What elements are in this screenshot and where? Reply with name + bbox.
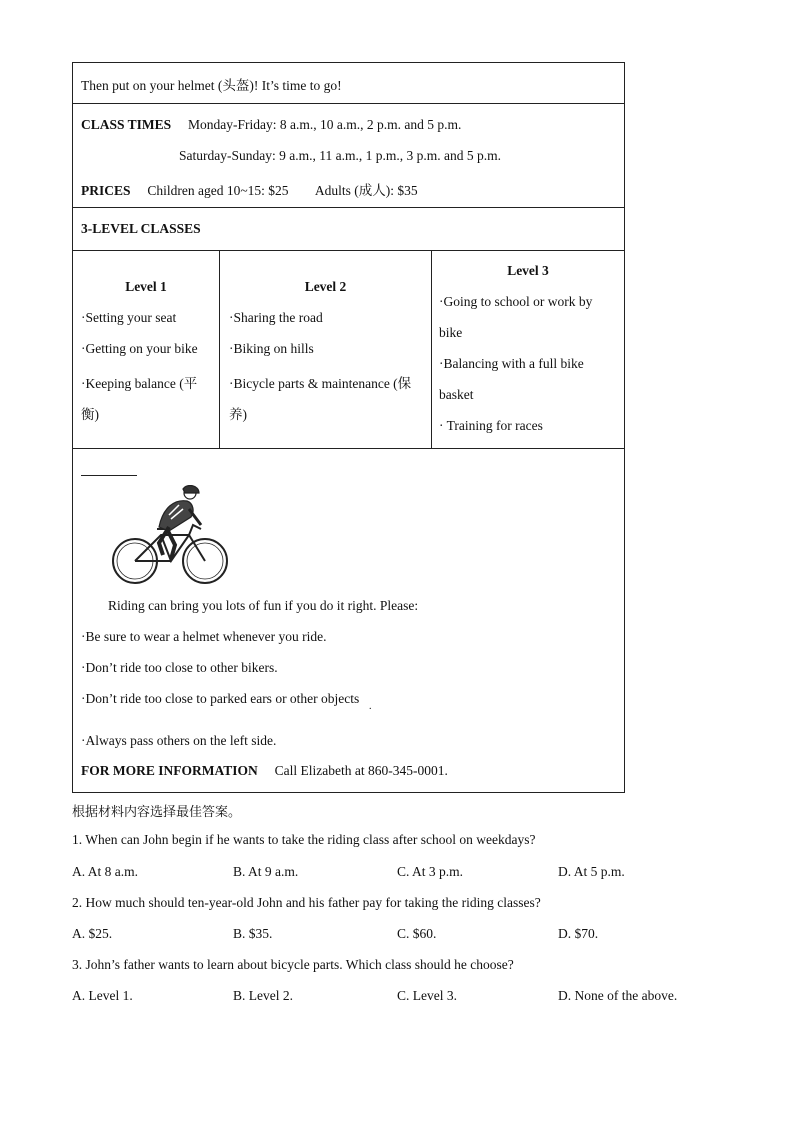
level-2-item: ·Biking on hills — [229, 341, 314, 356]
option-3b: B. Level 2. — [233, 988, 293, 1003]
option-3d: D. None of the above. — [558, 988, 678, 1003]
level-3-item: ·Balancing with a full bike — [439, 356, 584, 371]
option-1c: C. At 3 p.m. — [397, 864, 464, 879]
question-1: 1. When can John begin if he wants to take the riding class after school on weekdays? — [72, 832, 536, 847]
safety-tip: ·Be sure to wear a helmet whenever you ride. — [81, 629, 327, 644]
class-times-line — [81, 117, 461, 133]
option-2a: A. $25. — [72, 926, 113, 941]
level-2-item: ·Bicycle parts & maintenance (保 — [229, 376, 412, 391]
children-price: Children aged 10~15: $25 — [147, 183, 289, 198]
level-1-item: ·Keeping balance (平 — [81, 376, 198, 391]
option-1a: A. At 8 a.m. — [72, 864, 138, 879]
level-1-item: 衡) — [81, 407, 99, 422]
level-1-column — [73, 251, 220, 448]
level-1-item: ·Getting on your bike — [81, 341, 198, 356]
levels-table — [72, 250, 625, 449]
level-2-title: Level 2 — [304, 279, 347, 294]
stray-mark: . — [369, 701, 372, 712]
question-2: 2. How much should ten-year-old John and his father pay for taking the riding classes? — [72, 895, 541, 910]
helmet-text: Then put on your helmet (头盔)! It’s time to go! — [81, 78, 342, 93]
adults-price: Adults (成人): $35 — [314, 183, 418, 198]
class-times-label: CLASS TIMES — [81, 117, 172, 132]
more-info-line — [81, 763, 448, 779]
safety-intro: Riding can bring you lots of fun if you do it right. Please: — [108, 598, 419, 613]
level-2-item: 养) — [229, 407, 247, 422]
helmet-row — [72, 62, 625, 104]
level-2-column — [220, 251, 432, 448]
level-3-item: · Training for races — [439, 418, 543, 433]
level-1-item: ·Setting your seat — [81, 310, 177, 325]
option-2b: B. $35. — [233, 926, 273, 941]
classes-heading-row — [72, 207, 625, 251]
safety-section — [72, 448, 625, 793]
level-3-item: ·Going to school or work by — [439, 294, 593, 309]
safety-tip: ·Don’t ride too close to other bikers. — [81, 660, 278, 675]
times-prices-row — [72, 103, 625, 208]
option-2d: D. $70. — [558, 926, 599, 941]
more-info-label: FOR MORE INFORMATION — [81, 763, 258, 778]
prices-label: PRICES — [81, 183, 131, 198]
level-1-title: Level 1 — [125, 279, 167, 294]
level-3-title: Level 3 — [507, 263, 549, 278]
more-info-text: Call Elizabeth at 860-345-0001. — [274, 763, 448, 778]
level-3-item: basket — [439, 387, 474, 402]
option-2c: C. $60. — [397, 926, 437, 941]
level-3-item: bike — [439, 325, 463, 340]
cyclist-illustration — [109, 485, 233, 591]
option-3a: A. Level 1. — [72, 988, 133, 1003]
safety-tip: ·Don’t ride too close to parked ears or other objects — [81, 691, 360, 706]
blank-line — [81, 475, 137, 476]
prices-line — [81, 179, 418, 199]
weekend-times: Saturday-Sunday: 9 a.m., 11 a.m., 1 p.m., 3 p.m. and 5 p.m. — [179, 148, 501, 163]
safety-tip: ·Always pass others on the left side. — [81, 733, 277, 748]
option-3c: C. Level 3. — [397, 988, 457, 1003]
question-3: 3. John’s father wants to learn about bicycle parts. Which class should he choose? — [72, 957, 514, 972]
option-1b: B. At 9 a.m. — [233, 864, 299, 879]
option-1d: D. At 5 p.m. — [558, 864, 625, 879]
level-3-column — [432, 251, 624, 448]
weekday-times: Monday-Friday: 8 a.m., 10 a.m., 2 p.m. and 5 p.m. — [188, 117, 462, 132]
level-2-item: ·Sharing the road — [229, 310, 323, 325]
instruction: 根据材料内容选择最佳答案。 — [72, 805, 242, 820]
classes-heading: 3-LEVEL CLASSES — [81, 221, 201, 236]
